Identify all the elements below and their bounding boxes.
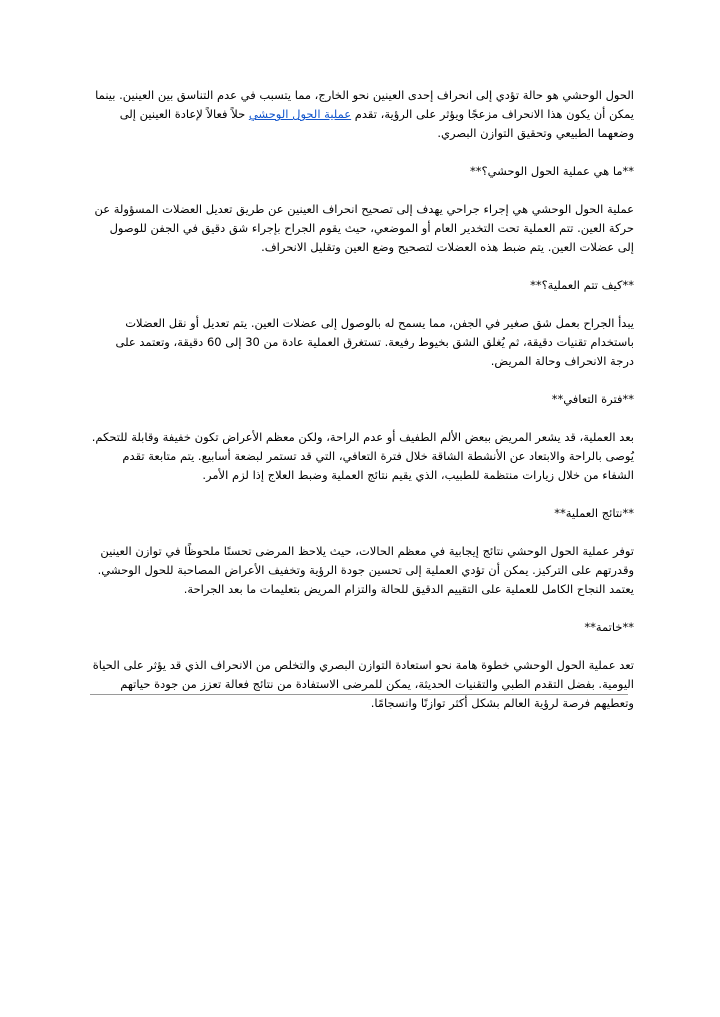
intro-paragraph [90,86,634,143]
section-heading-conclusion: **خاتمة** [584,620,634,634]
section-heading-what: **ما هي عملية الحول الوحشي؟** [469,164,634,178]
section-heading-recovery: **فترة التعافي** [551,392,634,406]
intro-text-start: الحول الوحشي هو حالة تؤدي إلى انحراف إحدى العينين نحو الخارج، مما يتسبب في عدم التناسق بين العينين. بينما يمكن أن يكون هذا الانحراف مزعجًا ويؤثر على الرؤية، تقدم [95,88,634,121]
article-content [90,86,634,713]
section-body-what: عملية الحول الوحشي هي إجراء جراحي يهدف إلى تصحيح انحراف العينين عن طريق تعديل العضلات المسؤولة عن حركة العين. تتم العملية تحت التخدير العام أو الموضعي، حيث يقوم الجراح بإجراء شق دقيق في الجفن للوصول إلى عضلات العين. يتم ضبط هذه العضلات لتصحيح وضع العين وتقليل الانحراف. [94,202,634,254]
footer-divider [90,694,628,695]
section-body-how: يبدأ الجراح بعمل شق صغير في الجفن، مما يسمح له بالوصول إلى عضلات العين. يتم تعديل أو نقل العضلات باستخدام تقنيات دقيقة، ثم يُغلق الشق بخيوط رفيعة. تستغرق العملية عادة من 30 إلى 60 دقيقة، وتعتمد على درجة الانحراف وحالة المريض. [115,316,634,368]
surgery-link[interactable]: عملية الحول الوحشي [248,107,352,121]
section-body-results: توفر عملية الحول الوحشي نتائج إيجابية في معظم الحالات، حيث يلاحظ المرضى تحسنًا ملحوظًا في توازن العينين وقدرتهم على التركيز. يمكن أن تؤدي العملية إلى تحسين جودة الرؤية وتخفيف الأعراض المصاحبة للحول الوحشي. يعتمد النجاح الكامل للعملية على التقييم الدقيق للحالة والتزام المريض بتعليمات ما بعد الجراحة. [97,544,634,596]
section-body-conclusion: تعد عملية الحول الوحشي خطوة هامة نحو استعادة التوازن البصري والتخلص من الانحراف الذي قد يؤثر على الحياة اليومية. بفضل التقدم الطبي والتقنيات الحديثة، يمكن للمرضى الاستفادة من نتائج فعالة تعزز من جودة حياتهم وتعطيهم فرصة لرؤية العالم بشكل أكثر توازنًا وانسجامًا. [92,658,634,710]
intro-text-end: حلاً فعالاً لإعادة العينين إلى وضعهما الطبيعي وتحقيق التوازن البصري. [119,107,634,140]
section-heading-results: **نتائج العملية** [554,506,634,520]
section-body-recovery: بعد العملية، قد يشعر المريض ببعض الألم الطفيف أو عدم الراحة، ولكن معظم الأعراض تكون خفيفة وقابلة للتحكم. يُوصى بالراحة والابتعاد عن الأنشطة الشاقة خلال فترة التعافي، التي قد تستمر لبضعة أسابيع. يتم متابعة تقدم الشفاء من خلال زيارات منتظمة للطبيب، الذي يقيم نتائج العملية وضبط العلاج إذا لزم الأمر. [91,430,634,482]
section-heading-how: **كيف تتم العملية؟** [530,278,634,292]
